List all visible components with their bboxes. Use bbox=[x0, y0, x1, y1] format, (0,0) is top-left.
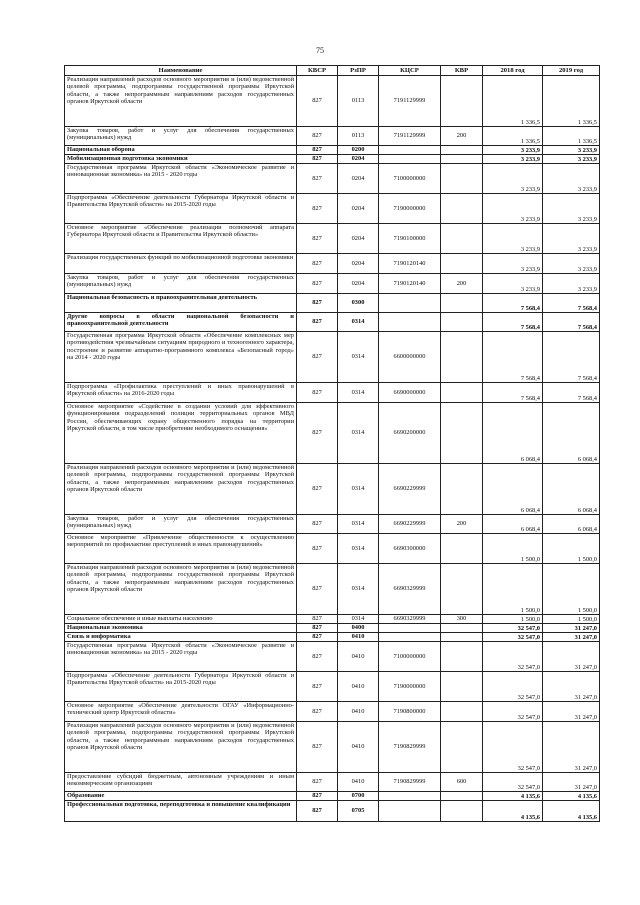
row-rzpr: 0410 bbox=[338, 702, 379, 722]
row-name: Основное мероприятие «Привлечение общественности к осуществлению мероприятий по профилактике преступлений и иных правонарушений» bbox=[65, 534, 297, 564]
row-rzpr: 0314 bbox=[338, 403, 379, 464]
row-kvsr: 827 bbox=[297, 127, 338, 146]
row-amount-2019: 3 233,9 bbox=[543, 155, 600, 164]
row-amount-2019: 1 500,0 bbox=[543, 615, 600, 624]
row-amount-2018: 7 568,4 bbox=[483, 313, 543, 332]
row-amount-2019: 1 500,0 bbox=[543, 534, 600, 564]
budget-table bbox=[64, 65, 600, 822]
row-kvsr: 827 bbox=[297, 274, 338, 294]
row-kcsr: 7190000000 bbox=[379, 672, 441, 702]
row-kvsr: 827 bbox=[297, 642, 338, 672]
row-kvr bbox=[441, 792, 483, 801]
table-row bbox=[65, 515, 600, 534]
row-kvsr: 827 bbox=[297, 702, 338, 722]
row-kcsr: 7190829999 bbox=[379, 722, 441, 773]
row-rzpr: 0705 bbox=[338, 801, 379, 822]
row-amount-2018: 32 547,0 bbox=[483, 633, 543, 642]
row-kvsr: 827 bbox=[297, 194, 338, 224]
row-kvsr: 827 bbox=[297, 624, 338, 633]
row-rzpr: 0410 bbox=[338, 722, 379, 773]
row-kvsr: 827 bbox=[297, 515, 338, 534]
row-amount-2019: 31 247,0 bbox=[543, 633, 600, 642]
row-name: Закупка товаров, работ и услуг для обеспечения государственных (муниципальных) нужд bbox=[65, 127, 297, 146]
row-rzpr: 0314 bbox=[338, 615, 379, 624]
row-name: Подпрограмма «Обеспечение деятельности Губернатора Иркутской области и Правительства Иркутской области» на 2015-2020 годы bbox=[65, 672, 297, 702]
row-kvr bbox=[441, 534, 483, 564]
row-rzpr: 0410 bbox=[338, 633, 379, 642]
row-amount-2018: 32 547,0 bbox=[483, 722, 543, 773]
row-kcsr bbox=[379, 633, 441, 642]
row-amount-2019: 31 247,0 bbox=[543, 672, 600, 702]
row-name: Подпрограмма «Обеспечение деятельности Губернатора Иркутской области и Правительства Иркутской области» на 2015-2020 годы bbox=[65, 194, 297, 224]
row-kcsr: 7190000000 bbox=[379, 194, 441, 224]
row-rzpr: 0204 bbox=[338, 194, 379, 224]
row-rzpr: 0204 bbox=[338, 155, 379, 164]
header-kvr: КВР bbox=[441, 66, 483, 76]
row-name: Государственная программа Иркутской области «Экономическое развитие и инновационная экономика» на 2015 - 2020 годы bbox=[65, 164, 297, 194]
row-rzpr: 0314 bbox=[338, 464, 379, 515]
table-row bbox=[65, 615, 600, 624]
row-kcsr: 7190829999 bbox=[379, 773, 441, 792]
header-2018: 2018 год bbox=[483, 66, 543, 76]
row-kvr bbox=[441, 313, 483, 332]
row-kcsr: 6690329999 bbox=[379, 564, 441, 615]
row-amount-2018: 3 233,9 bbox=[483, 194, 543, 224]
row-rzpr: 0410 bbox=[338, 642, 379, 672]
row-name: Национальная экономика bbox=[65, 624, 297, 633]
row-kvsr: 827 bbox=[297, 773, 338, 792]
row-kvsr: 827 bbox=[297, 224, 338, 254]
header-kvsr: КВСР bbox=[297, 66, 338, 76]
row-name: Основное мероприятие «Содействие в создании условий для эффективного функционирования подразделений полиции территориальных органов МВД России, обеспечивающих охрану общественного порядка на территории Иркутской области, в том числе приобретение необходимого оснащения» bbox=[65, 403, 297, 464]
row-name: Реализация направлений расходов основного мероприятия и (или) ведомственной целевой программы, подпрограммы государственной программы Иркутской области, а также непрограммным направлениям расходов государственных органов Иркутской области bbox=[65, 464, 297, 515]
row-kvr bbox=[441, 164, 483, 194]
row-amount-2019: 1 336,5 bbox=[543, 127, 600, 146]
row-name: Реализация государственных функций по мобилизационной подготовке экономики bbox=[65, 254, 297, 274]
row-amount-2018: 3 233,9 bbox=[483, 146, 543, 155]
row-kvr bbox=[441, 564, 483, 615]
table-row bbox=[65, 155, 600, 164]
row-name: Образование bbox=[65, 792, 297, 801]
row-amount-2018: 1 500,0 bbox=[483, 615, 543, 624]
row-amount-2018: 6 068,4 bbox=[483, 464, 543, 515]
row-name: Подпрограмма «Профилактика преступлений и иных правонарушений в Иркутской области» на 2016-2020 годы bbox=[65, 383, 297, 403]
row-name: Основное мероприятие «Обеспечение реализации полномочий аппарата Губернатора Иркутской области и Правительства Иркутской области» bbox=[65, 224, 297, 254]
row-amount-2018: 1 500,0 bbox=[483, 564, 543, 615]
row-kcsr: 6600000000 bbox=[379, 332, 441, 383]
row-name: Реализация направлений расходов основного мероприятия и (или) ведомственной целевой программы, подпрограммы государственной программы Иркутской области, а также непрограммным направлениям расходов государственных органов Иркутской области bbox=[65, 564, 297, 615]
row-amount-2018: 3 233,9 bbox=[483, 274, 543, 294]
row-name: Национальная безопасность и правоохранительная деятельность bbox=[65, 294, 297, 313]
table-row bbox=[65, 164, 600, 194]
table-row bbox=[65, 801, 600, 822]
row-name: Закупка товаров, работ и услуг для обеспечения государственных (муниципальных) нужд bbox=[65, 274, 297, 294]
row-name: Реализация направлений расходов основного мероприятия и (или) ведомственной целевой программы, подпрограммы государственной программы Иркутской области, а также непрограммным направлениям расходов государственных органов Иркутской области bbox=[65, 722, 297, 773]
row-kvr bbox=[441, 155, 483, 164]
row-kcsr: 6690000000 bbox=[379, 383, 441, 403]
table-row bbox=[65, 773, 600, 792]
row-rzpr: 0200 bbox=[338, 146, 379, 155]
row-kvr: 200 bbox=[441, 274, 483, 294]
row-kvr bbox=[441, 633, 483, 642]
header-2019: 2019 год bbox=[543, 66, 600, 76]
row-kcsr: 7190100000 bbox=[379, 224, 441, 254]
row-kcsr: 7190120140 bbox=[379, 254, 441, 274]
row-kvr bbox=[441, 383, 483, 403]
row-kvsr: 827 bbox=[297, 564, 338, 615]
row-amount-2019: 6 068,4 bbox=[543, 464, 600, 515]
table-body bbox=[65, 76, 600, 822]
row-amount-2018: 6 068,4 bbox=[483, 515, 543, 534]
row-kvr bbox=[441, 624, 483, 633]
row-kvsr: 827 bbox=[297, 534, 338, 564]
row-amount-2018: 7 568,4 bbox=[483, 332, 543, 383]
table-row bbox=[65, 642, 600, 672]
row-kvr bbox=[441, 76, 483, 127]
row-name: Государственная программа Иркутской области «Экономическое развитие и инновационная экономика» на 2015 - 2020 годы bbox=[65, 642, 297, 672]
row-amount-2019: 7 568,4 bbox=[543, 383, 600, 403]
table-row bbox=[65, 633, 600, 642]
row-kvr bbox=[441, 642, 483, 672]
row-amount-2018: 7 568,4 bbox=[483, 294, 543, 313]
row-amount-2018: 3 233,9 bbox=[483, 224, 543, 254]
table-row bbox=[65, 534, 600, 564]
table-row bbox=[65, 624, 600, 633]
row-kvsr: 827 bbox=[297, 332, 338, 383]
row-rzpr: 0700 bbox=[338, 792, 379, 801]
row-amount-2019: 7 568,4 bbox=[543, 294, 600, 313]
table-row bbox=[65, 702, 600, 722]
row-rzpr: 0204 bbox=[338, 164, 379, 194]
row-kvsr: 827 bbox=[297, 294, 338, 313]
table-row bbox=[65, 194, 600, 224]
row-rzpr: 0314 bbox=[338, 332, 379, 383]
row-amount-2018: 4 135,6 bbox=[483, 801, 543, 822]
row-kcsr bbox=[379, 155, 441, 164]
row-name: Основное мероприятие «Обеспечение деятельности ОГАУ «Информационно-технический центр Иркутской области» bbox=[65, 702, 297, 722]
row-kcsr bbox=[379, 801, 441, 822]
row-kvr bbox=[441, 722, 483, 773]
row-rzpr: 0204 bbox=[338, 254, 379, 274]
row-kcsr: 6690300000 bbox=[379, 534, 441, 564]
row-kvsr: 827 bbox=[297, 672, 338, 702]
row-amount-2019: 31 247,0 bbox=[543, 702, 600, 722]
row-kvsr: 827 bbox=[297, 722, 338, 773]
table-row bbox=[65, 383, 600, 403]
table-row bbox=[65, 294, 600, 313]
row-amount-2019: 4 135,6 bbox=[543, 801, 600, 822]
row-amount-2018: 3 233,9 bbox=[483, 155, 543, 164]
row-kcsr: 7191129999 bbox=[379, 76, 441, 127]
row-amount-2018: 32 547,0 bbox=[483, 642, 543, 672]
row-kvsr: 827 bbox=[297, 313, 338, 332]
row-kvsr: 827 bbox=[297, 254, 338, 274]
row-name: Социальное обеспечение и иные выплаты населению bbox=[65, 615, 297, 624]
table-row bbox=[65, 564, 600, 615]
row-amount-2019: 6 068,4 bbox=[543, 403, 600, 464]
row-kcsr: 6690229999 bbox=[379, 515, 441, 534]
table-row bbox=[65, 403, 600, 464]
row-kcsr bbox=[379, 624, 441, 633]
row-rzpr: 0410 bbox=[338, 773, 379, 792]
header-rzpr: РзПР bbox=[338, 66, 379, 76]
row-kvr bbox=[441, 146, 483, 155]
row-rzpr: 0400 bbox=[338, 624, 379, 633]
row-kvsr: 827 bbox=[297, 76, 338, 127]
row-rzpr: 0113 bbox=[338, 127, 379, 146]
row-amount-2018: 1 500,0 bbox=[483, 534, 543, 564]
header-name: Наименование bbox=[65, 66, 297, 76]
row-amount-2018: 4 135,6 bbox=[483, 792, 543, 801]
row-amount-2018: 3 233,9 bbox=[483, 164, 543, 194]
row-kvr bbox=[441, 254, 483, 274]
row-rzpr: 0314 bbox=[338, 564, 379, 615]
row-amount-2019: 7 568,4 bbox=[543, 313, 600, 332]
table-row bbox=[65, 254, 600, 274]
row-amount-2019: 3 233,9 bbox=[543, 274, 600, 294]
row-amount-2018: 32 547,0 bbox=[483, 702, 543, 722]
row-amount-2018: 3 233,9 bbox=[483, 254, 543, 274]
table-row bbox=[65, 274, 600, 294]
table-row bbox=[65, 722, 600, 773]
row-amount-2019: 1 336,5 bbox=[543, 76, 600, 127]
table-row bbox=[65, 76, 600, 127]
header-kcsr: КЦСР bbox=[379, 66, 441, 76]
row-rzpr: 0204 bbox=[338, 274, 379, 294]
row-kvr: 600 bbox=[441, 773, 483, 792]
row-kcsr: 7100000000 bbox=[379, 164, 441, 194]
row-kvsr: 827 bbox=[297, 155, 338, 164]
row-kcsr bbox=[379, 313, 441, 332]
row-name: Национальная оборона bbox=[65, 146, 297, 155]
row-kcsr bbox=[379, 294, 441, 313]
row-kvr bbox=[441, 464, 483, 515]
row-kvsr: 827 bbox=[297, 801, 338, 822]
row-amount-2019: 3 233,9 bbox=[543, 164, 600, 194]
row-amount-2019: 3 233,9 bbox=[543, 224, 600, 254]
row-kvr: 200 bbox=[441, 515, 483, 534]
row-kcsr: 7191129999 bbox=[379, 127, 441, 146]
row-amount-2019: 3 233,9 bbox=[543, 254, 600, 274]
row-rzpr: 0113 bbox=[338, 76, 379, 127]
row-amount-2019: 3 233,9 bbox=[543, 194, 600, 224]
row-name: Мобилизационная подготовка экономики bbox=[65, 155, 297, 164]
table-row bbox=[65, 146, 600, 155]
table-row bbox=[65, 672, 600, 702]
row-kvsr: 827 bbox=[297, 403, 338, 464]
row-name: Государственная программа Иркутской области «Обеспечение комплексных мер противодействия чрезвычайным ситуациям природного и техногенного характера, построение и развитие аппаратно-программного комплекса «Безопасный город» на 2014 - 2020 годы bbox=[65, 332, 297, 383]
table-row bbox=[65, 464, 600, 515]
row-kcsr bbox=[379, 146, 441, 155]
row-name: Реализация направлений расходов основного мероприятия и (или) ведомственной целевой программы, подпрограммы государственной программы Иркутской области, а также непрограммным направлениям расходов государственных органов Иркутской области bbox=[65, 76, 297, 127]
row-kvr: 300 bbox=[441, 615, 483, 624]
row-kcsr: 7190800000 bbox=[379, 702, 441, 722]
row-amount-2019: 31 247,0 bbox=[543, 722, 600, 773]
row-kcsr: 6690329999 bbox=[379, 615, 441, 624]
table-header-row bbox=[65, 66, 600, 76]
row-kvsr: 827 bbox=[297, 146, 338, 155]
row-kvr bbox=[441, 403, 483, 464]
row-amount-2018: 1 336,5 bbox=[483, 76, 543, 127]
row-kvr bbox=[441, 224, 483, 254]
table-row bbox=[65, 313, 600, 332]
row-name: Связь и информатика bbox=[65, 633, 297, 642]
table-row bbox=[65, 127, 600, 146]
row-amount-2018: 6 068,4 bbox=[483, 403, 543, 464]
row-rzpr: 0314 bbox=[338, 515, 379, 534]
row-rzpr: 0314 bbox=[338, 534, 379, 564]
row-amount-2018: 1 336,5 bbox=[483, 127, 543, 146]
row-rzpr: 0314 bbox=[338, 383, 379, 403]
row-name: Профессиональная подготовка, переподготовка и повышение квалификации bbox=[65, 801, 297, 822]
row-kvsr: 827 bbox=[297, 383, 338, 403]
row-kvsr: 827 bbox=[297, 792, 338, 801]
row-kcsr: 6690200000 bbox=[379, 403, 441, 464]
row-kvr: 200 bbox=[441, 127, 483, 146]
row-rzpr: 0410 bbox=[338, 672, 379, 702]
row-amount-2018: 32 547,0 bbox=[483, 773, 543, 792]
row-amount-2019: 7 568,4 bbox=[543, 332, 600, 383]
row-kvsr: 827 bbox=[297, 164, 338, 194]
row-amount-2019: 31 247,0 bbox=[543, 642, 600, 672]
row-kvr bbox=[441, 801, 483, 822]
row-kvsr: 827 bbox=[297, 633, 338, 642]
row-name: Предоставление субсидий бюджетным, автономным учреждениям и иным некоммерческим организациям bbox=[65, 773, 297, 792]
row-kvr bbox=[441, 194, 483, 224]
row-amount-2019: 3 233,9 bbox=[543, 146, 600, 155]
row-amount-2019: 31 247,0 bbox=[543, 773, 600, 792]
table-row bbox=[65, 792, 600, 801]
row-kcsr: 7190120140 bbox=[379, 274, 441, 294]
row-name: Закупка товаров, работ и услуг для обеспечения государственных (муниципальных) нужд bbox=[65, 515, 297, 534]
row-kvr bbox=[441, 672, 483, 702]
row-amount-2019: 6 068,4 bbox=[543, 515, 600, 534]
row-kcsr: 7100000000 bbox=[379, 642, 441, 672]
row-kcsr bbox=[379, 792, 441, 801]
row-amount-2019: 4 135,6 bbox=[543, 792, 600, 801]
row-kvr bbox=[441, 332, 483, 383]
row-kvsr: 827 bbox=[297, 464, 338, 515]
row-rzpr: 0300 bbox=[338, 294, 379, 313]
row-kvr bbox=[441, 294, 483, 313]
row-kcsr: 6690229999 bbox=[379, 464, 441, 515]
row-kvsr: 827 bbox=[297, 615, 338, 624]
row-rzpr: 0314 bbox=[338, 313, 379, 332]
row-amount-2019: 1 500,0 bbox=[543, 564, 600, 615]
table-row bbox=[65, 224, 600, 254]
row-amount-2018: 7 568,4 bbox=[483, 383, 543, 403]
table-row bbox=[65, 332, 600, 383]
row-amount-2019: 31 247,0 bbox=[543, 624, 600, 633]
row-amount-2018: 32 547,0 bbox=[483, 624, 543, 633]
row-rzpr: 0204 bbox=[338, 224, 379, 254]
row-kvr bbox=[441, 702, 483, 722]
page-number: 75 bbox=[316, 46, 324, 55]
row-name: Другие вопросы в области национальной безопасности и правоохранительной деятельности bbox=[65, 313, 297, 332]
row-amount-2018: 32 547,0 bbox=[483, 672, 543, 702]
